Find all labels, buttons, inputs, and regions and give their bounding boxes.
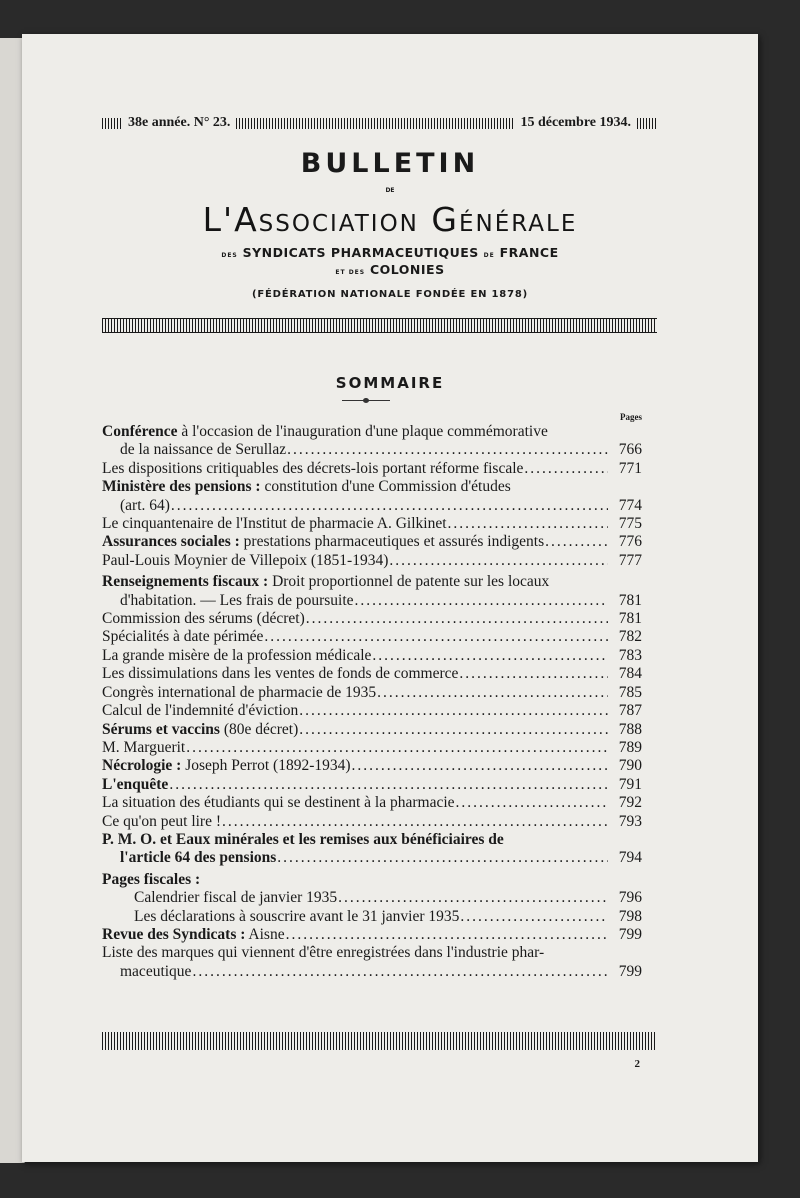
toc-page: 788: [618, 720, 642, 738]
toc-entry: Liste des marques qui viennent d'être enregistrées dans l'industrie phar- maceutique ..... 799: [102, 944, 642, 981]
toc-entry: Ce qu'on peut lire ! ..... 793: [102, 813, 642, 831]
toc-entry: Les dissimulations dans les ventes de fonds de commerce ..... 784: [102, 665, 642, 683]
toc-entry: Calendrier fiscal de janvier 1935 ..... 796: [102, 889, 642, 907]
subtitle-colonies: [22, 262, 758, 277]
toc-page: 792: [618, 794, 642, 812]
toc-page: 777: [618, 551, 642, 569]
ornament-rule: [342, 400, 390, 401]
toc-page: 766: [618, 441, 642, 459]
toc-page: 793: [618, 812, 642, 830]
page-number: 2: [634, 1058, 640, 1070]
toc-page: 771: [618, 459, 642, 477]
toc-entry: Commission des sérums (décret) ..... 781: [102, 610, 642, 628]
toc-entry: Le cinquantenaire de l'Institut de pharmacie A. Gilkinet ..... 775: [102, 515, 642, 533]
toc-entry: P. M. O. et Eaux minérales et les remises aux bénéficiaires de l'article 64 des pensions ..... 794: [102, 831, 642, 868]
toc-entry: Spécialités à date périmée ..... 782: [102, 628, 642, 646]
toc-entry: Calcul de l'indemnité d'éviction ..... 787: [102, 702, 642, 720]
bulletin-page: [22, 34, 758, 1162]
toc-page: 783: [618, 646, 642, 664]
toc-entry: Les dispositions critiquables des décrets-lois portant réforme fiscale ..... 771: [102, 460, 642, 478]
association-title: L'Association Générale: [202, 200, 578, 239]
toc-page: 791: [618, 775, 642, 793]
toc-page: 775: [618, 515, 642, 533]
pages-column-label: Pages: [620, 412, 642, 422]
toc-entry: Ministère des pensions : constitution d'une Commission d'études (art. 64) ..... 774: [102, 478, 642, 515]
toc-page: 781: [618, 591, 642, 609]
toc-entry: Revue des Syndicats : Aisne ..... 799: [102, 926, 642, 944]
subtitle-des: DES: [221, 252, 238, 259]
toc-page: 796: [618, 889, 642, 907]
toc-page: 774: [618, 496, 642, 514]
bulletin-title: BULLETIN: [300, 148, 480, 179]
toc-page: 784: [618, 665, 642, 683]
toc-entry: Assurances sociales : prestations pharmaceutiques et assurés indigents ..... 776: [102, 533, 642, 551]
toc-entry: Nécrologie : Joseph Perrot (1892-1934) ..... 790: [102, 757, 642, 775]
issue-line: [102, 112, 657, 134]
toc-page: 789: [618, 738, 642, 756]
table-of-contents: [102, 423, 642, 981]
subtitle-et-des: ET DES: [335, 269, 366, 276]
toc-page: 798: [618, 907, 642, 925]
hatch-ornament: [236, 118, 514, 129]
toc-page: 790: [618, 757, 642, 775]
toc-entry: La grande misère de la profession médicale ..... 783: [102, 647, 642, 665]
toc-entry: La situation des étudiants qui se destinent à la pharmacie ..... 792: [102, 794, 642, 812]
subtitle-syndicats-text: SYNDICATS PHARMACEUTIQUES: [242, 245, 479, 260]
toc-entry: M. Marguerit ..... 789: [102, 739, 642, 757]
toc-entry: L'enquête ..... 791: [102, 776, 642, 794]
issue-date: 15 décembre 1934.: [520, 115, 631, 130]
sommaire-title: SOMMAIRE: [335, 374, 445, 392]
subtitle-france: FRANCE: [499, 245, 559, 260]
toc-entry: Conférence à l'occasion de l'inauguration d'une plaque commémorative de la naissance de Serullaz ..... 766: [102, 423, 642, 460]
issue-number: 38e année. N° 23.: [128, 115, 231, 130]
toc-page: 787: [618, 702, 642, 720]
federation-line: (FÉDÉRATION NATIONALE FONDÉE EN 1878): [252, 289, 528, 300]
toc-page: 776: [618, 533, 642, 551]
hatch-ornament: [637, 118, 657, 129]
toc-section-heading: Pages fiscales :: [102, 870, 201, 888]
toc-entry: Sérums et vaccins (80e décret) ..... 788: [102, 721, 642, 739]
hatch-divider: [102, 318, 657, 333]
hatch-ornament: [102, 118, 122, 129]
toc-entry: Paul-Louis Moynier de Villepoix (1851-1934) ..... 777: [102, 552, 642, 570]
subtitle-syndicats: [22, 245, 758, 260]
toc-entry: Congrès international de pharmacie de 1935 ..... 785: [102, 684, 642, 702]
toc-entry: Les déclarations à souscrire avant le 31 janvier 1935 ..... 798: [102, 908, 642, 926]
hatch-divider: [102, 1032, 657, 1050]
toc-page: 794: [618, 849, 642, 867]
toc-page: 781: [618, 610, 642, 628]
toc-entry: Renseignements fiscaux : Droit proportionnel de patente sur les locaux d'habitation. — Les frais de poursuite ..... 781: [102, 573, 642, 610]
subtitle-de: DE: [483, 252, 495, 259]
title-de: DE: [385, 187, 395, 194]
toc-page: 785: [618, 683, 642, 701]
subtitle-colonies-text: COLONIES: [369, 262, 445, 277]
toc-page: 799: [618, 962, 642, 980]
toc-page: 799: [618, 925, 642, 943]
toc-page: 782: [618, 628, 642, 646]
